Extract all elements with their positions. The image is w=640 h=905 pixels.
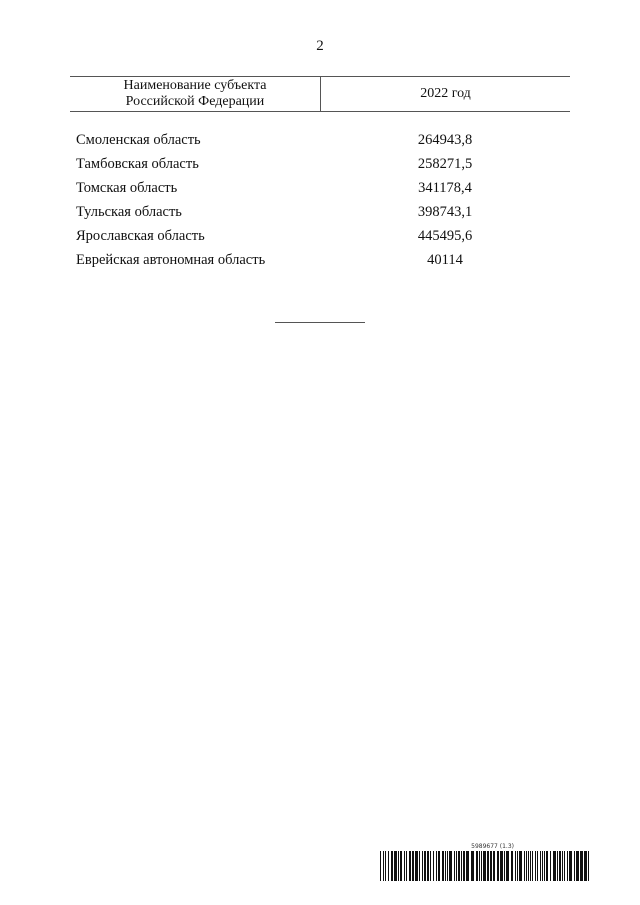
table-row	[70, 176, 570, 200]
end-of-document-rule	[275, 322, 365, 323]
row-subject-name: Тамбовская область	[76, 155, 199, 172]
row-value: 341178,4	[418, 179, 472, 196]
table-row	[70, 248, 570, 272]
table-row	[70, 152, 570, 176]
header-subject-name	[70, 77, 321, 111]
data-table	[70, 76, 570, 272]
document-barcode	[380, 843, 592, 881]
header-subject-line1: Наименование субъекта	[123, 78, 267, 93]
table-row	[70, 200, 570, 224]
page-number: 2	[316, 38, 324, 54]
header-year: 2022 год	[420, 86, 471, 101]
table-row	[70, 224, 570, 248]
row-value: 40114	[427, 251, 463, 268]
row-subject-name: Ярославская область	[76, 227, 205, 244]
row-subject-name: Смоленская область	[76, 131, 201, 148]
row-subject-name: Томская область	[76, 179, 178, 196]
barcode-code-text: 5989677 (1.3)	[471, 843, 514, 850]
table-row	[70, 128, 570, 152]
row-value: 445495,6	[417, 227, 473, 244]
table-header	[70, 76, 570, 112]
row-subject-name: Еврейская автономная область	[76, 251, 266, 268]
row-value: 258271,5	[417, 155, 473, 172]
row-value: 264943,8	[417, 131, 473, 148]
row-value: 398743,1	[417, 203, 473, 220]
header-subject-line2: Российской Федерации	[125, 94, 265, 109]
row-subject-name: Тульская область	[76, 203, 182, 220]
barcode-icon	[380, 851, 592, 881]
table-body	[70, 128, 570, 272]
